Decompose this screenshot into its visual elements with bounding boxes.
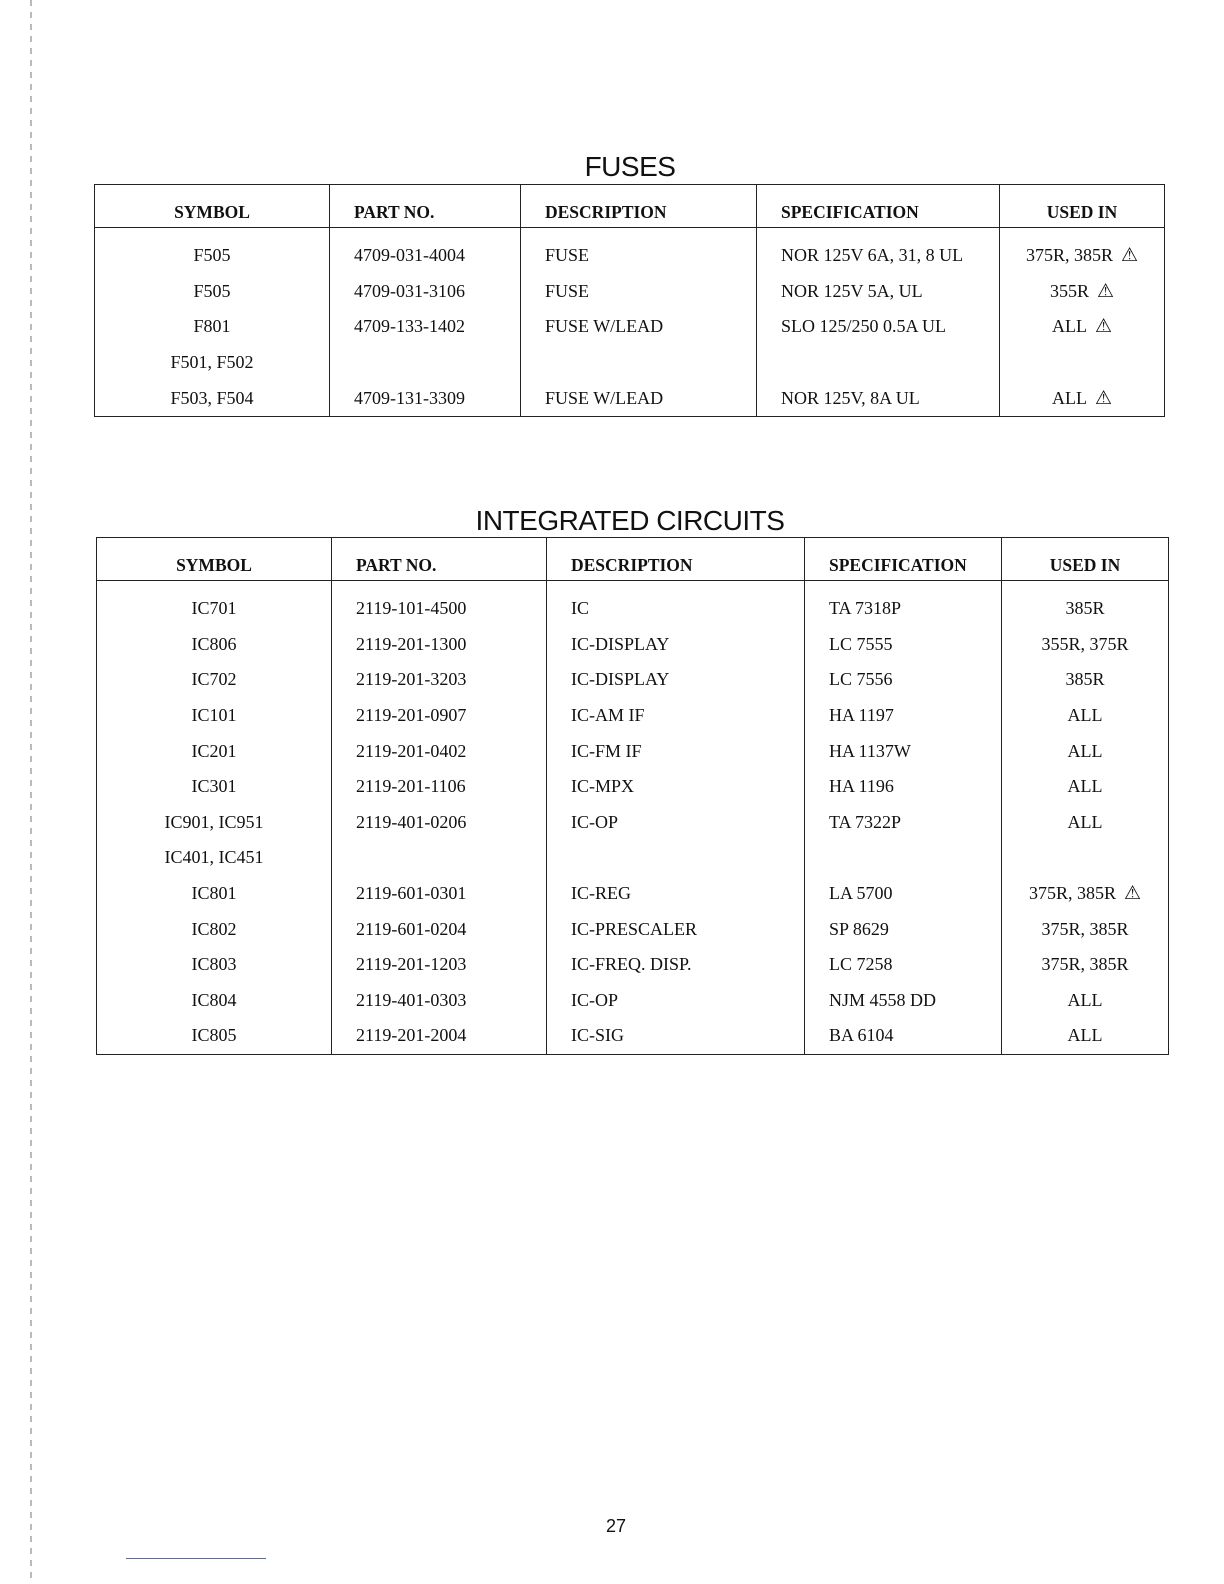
table-row — [95, 380, 1165, 416]
ic-header-row — [97, 538, 1169, 581]
cell-description — [521, 309, 757, 345]
cell-part-no-text: 2119-401-0303 — [356, 989, 467, 1010]
cell-part-no — [332, 581, 547, 627]
cell-part-no-text: 2119-601-0204 — [356, 918, 467, 939]
cell-symbol-text: IC803 — [191, 954, 237, 975]
cell-specification — [805, 662, 1002, 698]
cell-used-in-text: ALL — [1067, 776, 1103, 797]
cell-description-text: IC-PRESCALER — [571, 918, 698, 939]
cell-specification-text: NJM 4558 DD — [829, 989, 937, 1010]
cell-specification — [805, 769, 1002, 805]
cell-description-text: IC — [571, 598, 589, 619]
cell-used-in-text: ALL — [1067, 740, 1103, 761]
cell-description — [547, 698, 805, 734]
cell-used-in — [1000, 345, 1165, 381]
cell-part-no — [332, 911, 547, 947]
table-row — [97, 1018, 1169, 1054]
cell-used-in — [1002, 947, 1169, 983]
cell-symbol — [95, 345, 330, 381]
cell-description — [547, 662, 805, 698]
cell-description — [521, 228, 757, 274]
cell-used-in-text: 375R, 385R — [1041, 918, 1129, 939]
safety-warning-icon: ⚠ — [1094, 387, 1113, 409]
cell-symbol-text: IC201 — [191, 740, 237, 761]
cell-used-in — [1002, 840, 1169, 876]
table-row — [97, 627, 1169, 663]
cell-part-no — [332, 983, 547, 1019]
cell-symbol-text: IC701 — [191, 598, 237, 619]
cell-used-in-text: ALL — [1051, 387, 1087, 408]
cell-description-text: FUSE W/LEAD — [545, 316, 664, 337]
cell-used-in-text: ALL — [1051, 316, 1087, 337]
cell-symbol — [97, 627, 332, 663]
cell-description — [547, 876, 805, 912]
cell-used-in — [1000, 380, 1165, 416]
header-description: DESCRIPTION — [547, 538, 805, 581]
cell-specification-text: LC 7258 — [829, 954, 893, 975]
cell-used-in-text: 375R, 385R — [1041, 954, 1129, 975]
header-symbol: SYMBOL — [95, 185, 330, 228]
cell-symbol — [97, 876, 332, 912]
table-row — [97, 733, 1169, 769]
cell-symbol — [97, 581, 332, 627]
cell-part-no-text: 2119-601-0301 — [356, 883, 467, 904]
cell-used-in — [1002, 627, 1169, 663]
cell-description-text: IC-OP — [571, 989, 619, 1010]
cell-description-text: IC-REG — [571, 883, 631, 904]
cell-symbol — [97, 983, 332, 1019]
page-number: 27 — [605, 1516, 627, 1536]
cell-used-in — [1002, 698, 1169, 734]
cell-part-no-text: 2119-201-3203 — [356, 669, 467, 690]
cell-specification — [805, 627, 1002, 663]
cell-specification-text: LC 7556 — [829, 669, 893, 690]
cell-part-no — [332, 1018, 547, 1054]
cell-part-no-text: 4709-131-3309 — [354, 387, 465, 408]
table-row — [97, 805, 1169, 841]
cell-specification-text: NOR 125V, 8A UL — [781, 387, 920, 408]
cell-description — [547, 581, 805, 627]
cell-description — [521, 380, 757, 416]
cell-specification — [805, 698, 1002, 734]
cell-part-no — [332, 769, 547, 805]
header-specification: SPECIFICATION — [805, 538, 1002, 581]
table-row — [97, 876, 1169, 912]
cell-specification — [805, 1018, 1002, 1054]
cell-used-in — [1002, 662, 1169, 698]
cell-part-no-text: 2119-201-0907 — [356, 705, 467, 726]
cell-part-no — [332, 840, 547, 876]
cell-symbol — [95, 228, 330, 274]
cell-description — [547, 947, 805, 983]
cell-symbol — [97, 947, 332, 983]
cell-symbol-text: F505 — [193, 245, 231, 266]
cell-description — [547, 911, 805, 947]
cell-used-in — [1002, 983, 1169, 1019]
cell-symbol-text: IC301 — [191, 776, 237, 797]
cell-used-in-text: ALL — [1067, 811, 1103, 832]
cell-specification — [805, 876, 1002, 912]
cell-symbol — [95, 380, 330, 416]
safety-warning-icon: ⚠ — [1096, 280, 1115, 302]
cell-specification — [805, 805, 1002, 841]
table-row — [97, 698, 1169, 734]
cell-specification — [757, 274, 1000, 310]
cell-specification — [757, 380, 1000, 416]
cell-description-text: IC-OP — [571, 811, 619, 832]
cell-specification-text: TA 7322P — [829, 811, 902, 832]
table-row — [97, 840, 1169, 876]
cell-used-in — [1002, 581, 1169, 627]
cell-used-in — [1000, 309, 1165, 345]
cell-description-text: IC-SIG — [571, 1025, 624, 1046]
cell-used-in-text: 375R, 385R — [1025, 245, 1113, 266]
cell-specification-text: NOR 125V 5A, UL — [781, 280, 923, 301]
cell-used-in — [1002, 805, 1169, 841]
table-row — [95, 345, 1165, 381]
table-row — [95, 309, 1165, 345]
fuses-header-row — [95, 185, 1165, 228]
cell-symbol-text: IC805 — [191, 1025, 237, 1046]
fuses-section-title: FUSES — [584, 151, 676, 183]
cell-used-in — [1002, 769, 1169, 805]
cell-specification-text: HA 1196 — [829, 776, 894, 797]
cell-symbol — [97, 1018, 332, 1054]
header-description: DESCRIPTION — [521, 185, 757, 228]
cell-symbol-text: IC806 — [191, 633, 237, 654]
cell-description-text: IC-MPX — [571, 776, 635, 797]
cell-specification-text: LA 5700 — [829, 883, 893, 904]
table-row — [97, 947, 1169, 983]
cell-part-no-text: 4709-031-3106 — [354, 280, 465, 301]
cell-description-text: IC-DISPLAY — [571, 633, 670, 654]
cell-description — [521, 345, 757, 381]
cell-part-no-text: 2119-201-1106 — [356, 776, 466, 797]
safety-warning-icon: ⚠ — [1094, 316, 1113, 338]
cell-used-in-text: 385R — [1065, 598, 1105, 619]
cell-symbol — [97, 805, 332, 841]
cell-part-no — [332, 698, 547, 734]
cell-description-text: IC-FM IF — [571, 740, 642, 761]
cell-description — [547, 805, 805, 841]
cell-part-no — [330, 274, 521, 310]
cell-description — [547, 733, 805, 769]
cell-symbol — [97, 698, 332, 734]
footer-rule — [126, 1558, 266, 1559]
table-row — [97, 662, 1169, 698]
cell-part-no — [330, 309, 521, 345]
safety-warning-icon: ⚠ — [1123, 883, 1142, 905]
cell-specification — [805, 840, 1002, 876]
cell-part-no-text: 2119-201-0402 — [356, 740, 467, 761]
cell-part-no-text: 2119-201-1203 — [356, 954, 467, 975]
cell-used-in-text: ALL — [1067, 989, 1103, 1010]
cell-symbol — [97, 769, 332, 805]
header-part-no: PART NO. — [332, 538, 547, 581]
cell-symbol — [95, 309, 330, 345]
table-row — [97, 911, 1169, 947]
cell-part-no — [332, 733, 547, 769]
cell-part-no — [332, 662, 547, 698]
cell-part-no-text: 4709-133-1402 — [354, 316, 465, 337]
cell-part-no-text: 2119-201-1300 — [356, 633, 467, 654]
header-used-in: USED IN — [1002, 538, 1169, 581]
ic-table-body — [97, 581, 1169, 1055]
cell-used-in-text: 385R — [1065, 669, 1105, 690]
cell-specification-text: BA 6104 — [829, 1025, 894, 1046]
binding-edge — [30, 0, 32, 1584]
header-part-no: PART NO. — [330, 185, 521, 228]
cell-description-text: FUSE — [545, 280, 590, 301]
cell-part-no — [332, 947, 547, 983]
header-specification: SPECIFICATION — [757, 185, 1000, 228]
table-row — [95, 228, 1165, 274]
table-row — [95, 274, 1165, 310]
cell-symbol-text: IC802 — [191, 918, 237, 939]
table-row — [97, 983, 1169, 1019]
header-used-in: USED IN — [1000, 185, 1165, 228]
cell-description-text: IC-DISPLAY — [571, 669, 670, 690]
cell-specification — [757, 228, 1000, 274]
table-row — [97, 769, 1169, 805]
cell-used-in — [1002, 911, 1169, 947]
cell-description — [547, 627, 805, 663]
cell-symbol-text: IC804 — [191, 989, 237, 1010]
fuses-table — [94, 184, 1165, 417]
cell-symbol — [97, 840, 332, 876]
cell-specification-text: HA 1197 — [829, 705, 894, 726]
cell-description-text: FUSE — [545, 245, 590, 266]
cell-specification-text: SLO 125/250 0.5A UL — [781, 316, 947, 337]
cell-used-in — [1002, 733, 1169, 769]
cell-used-in-text: 355R — [1049, 280, 1089, 301]
cell-symbol-text: F501, F502 — [170, 352, 254, 373]
cell-specification — [805, 911, 1002, 947]
ic-section-title: INTEGRATED CIRCUITS — [475, 505, 785, 537]
cell-description-text: FUSE W/LEAD — [545, 387, 664, 408]
cell-specification-text: TA 7318P — [829, 598, 902, 619]
cell-symbol — [97, 733, 332, 769]
cell-specification — [757, 345, 1000, 381]
fuses-table-body — [95, 228, 1165, 417]
cell-used-in-text: ALL — [1067, 1025, 1103, 1046]
cell-used-in — [1002, 1018, 1169, 1054]
cell-part-no-text: 2119-101-4500 — [356, 598, 467, 619]
cell-used-in — [1000, 228, 1165, 274]
cell-description-text: IC-AM IF — [571, 705, 645, 726]
cell-used-in-text: 375R, 385R — [1028, 883, 1116, 904]
cell-part-no — [332, 805, 547, 841]
cell-specification — [757, 309, 1000, 345]
cell-description — [547, 983, 805, 1019]
cell-symbol-text: IC901, IC951 — [164, 811, 264, 832]
cell-specification — [805, 733, 1002, 769]
header-symbol: SYMBOL — [97, 538, 332, 581]
table-row — [97, 581, 1169, 627]
cell-symbol-text: IC801 — [191, 883, 237, 904]
cell-specification-text: HA 1137W — [829, 740, 911, 761]
cell-symbol — [95, 274, 330, 310]
cell-used-in-text: 355R, 375R — [1041, 633, 1129, 654]
cell-symbol-text: IC401, IC451 — [164, 847, 264, 868]
cell-used-in-text: ALL — [1067, 705, 1103, 726]
cell-part-no — [330, 228, 521, 274]
safety-warning-icon: ⚠ — [1120, 245, 1139, 267]
cell-part-no-text: 2119-401-0206 — [356, 811, 467, 832]
cell-specification — [805, 947, 1002, 983]
cell-specification-text: NOR 125V 6A, 31, 8 UL — [781, 245, 964, 266]
cell-symbol — [97, 911, 332, 947]
cell-symbol-text: F503, F504 — [170, 387, 254, 408]
cell-symbol-text: F801 — [193, 316, 231, 337]
ic-table — [96, 537, 1169, 1055]
cell-used-in — [1000, 274, 1165, 310]
cell-part-no — [332, 876, 547, 912]
cell-part-no — [330, 345, 521, 381]
cell-specification-text: SP 8629 — [829, 918, 889, 939]
cell-description — [547, 769, 805, 805]
cell-part-no — [330, 380, 521, 416]
cell-part-no-text: 2119-201-2004 — [356, 1025, 467, 1046]
cell-description — [547, 1018, 805, 1054]
cell-specification-text: LC 7555 — [829, 633, 893, 654]
cell-used-in — [1002, 876, 1169, 912]
cell-description — [547, 840, 805, 876]
cell-description-text: IC-FREQ. DISP. — [571, 954, 692, 975]
cell-symbol — [97, 662, 332, 698]
cell-symbol-text: IC702 — [191, 669, 237, 690]
cell-specification — [805, 983, 1002, 1019]
cell-part-no — [332, 627, 547, 663]
cell-specification — [805, 581, 1002, 627]
cell-symbol-text: IC101 — [191, 705, 237, 726]
cell-symbol-text: F505 — [193, 280, 231, 301]
cell-part-no-text: 4709-031-4004 — [354, 245, 465, 266]
cell-description — [521, 274, 757, 310]
